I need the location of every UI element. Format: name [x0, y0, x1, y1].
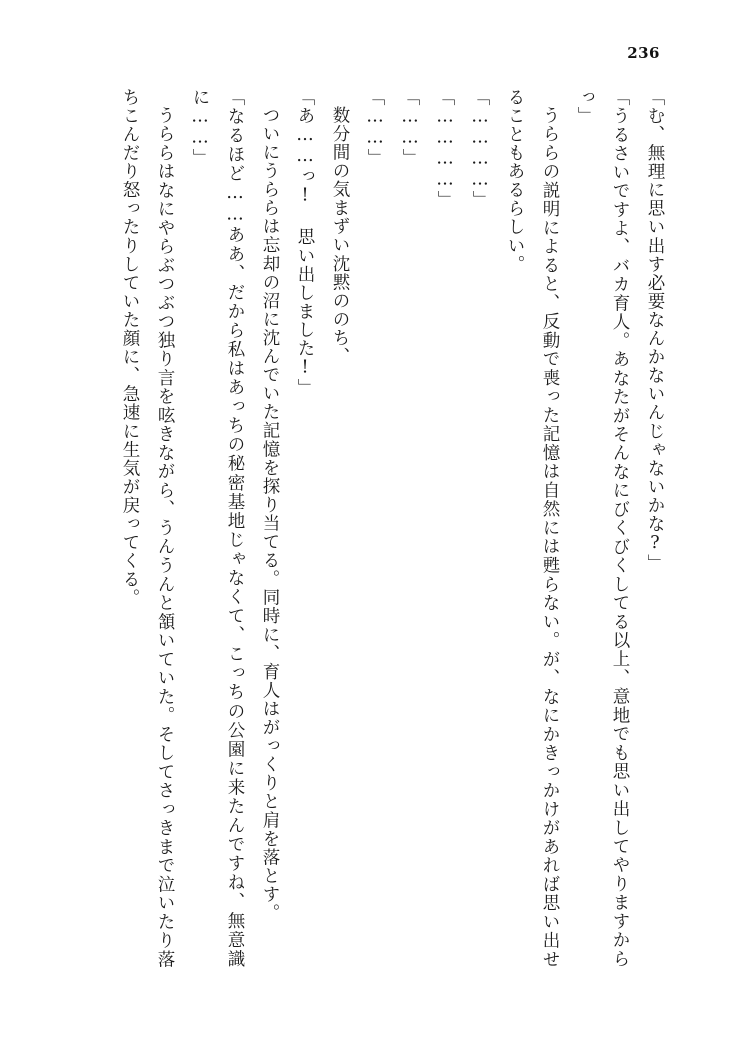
paragraph: 「…………」 — [435, 88, 455, 210]
paragraph: うららはなにやらぶつぶつ独り言を呟きながら、うんうんと頷いていた。そしてさっきまで泣いたり落ちこんだり怒ったりしていた顔に、急速に生気が戻ってくる。 — [120, 88, 175, 968]
page-number: 236 — [627, 44, 660, 62]
paragraph: 「……」 — [365, 88, 385, 168]
paragraph: うららの説明によると、反動で喪った記憶は自然には甦らない。が、なにかきっかけがあれば思い出せることもあるらしい。 — [505, 88, 560, 968]
page-body-text — [60, 88, 672, 968]
paragraph: ついにうららは忘却の沼に沈んでいた記憶を探り当てる。同時に、育人はがっくりと肩を落とす。 — [260, 105, 280, 922]
paragraph: 「……」 — [400, 88, 420, 168]
paragraph: 「あ……っ! 思い出しました!」 — [295, 88, 315, 398]
paragraph: 「…………」 — [470, 88, 490, 210]
paragraph: 「なるほど……ああ、だから私はあっちの秘密基地じゃなくて、こっちの公園に来たんですね、無意識に……」 — [190, 88, 245, 968]
paragraph: 「うるさいですよ、バカ育人。あなたがそんなにびくびくしてる以上、意地でも思い出してやりますからっ」 — [575, 88, 630, 968]
paragraph: 「む、無理に思い出す必要なんかないんじゃないかな?」 — [645, 88, 665, 573]
paragraph: 数分間の気まずい沈黙ののち、 — [330, 105, 350, 366]
